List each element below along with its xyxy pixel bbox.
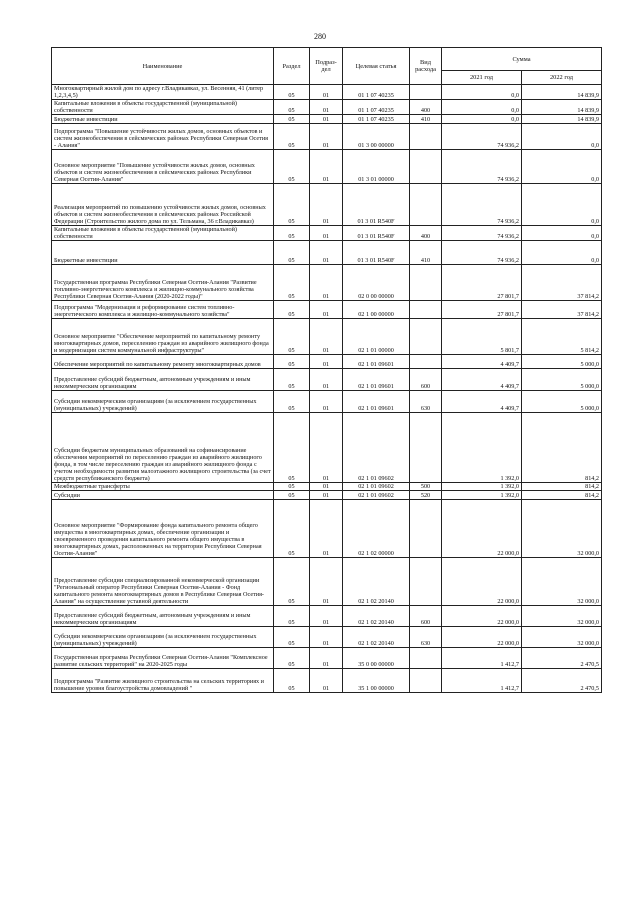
cell-2022: 32 000,0 <box>522 606 602 627</box>
cell-expense-type <box>410 355 442 369</box>
header-subsection: Подраз- дел <box>310 48 343 85</box>
cell-subsection: 01 <box>310 124 343 150</box>
cell-2021: 22 000,0 <box>442 627 522 648</box>
cell-expense-type: 630 <box>410 627 442 648</box>
cell-subsection: 01 <box>310 669 343 693</box>
cell-section: 05 <box>274 391 310 413</box>
cell-section: 05 <box>274 241 310 265</box>
cell-expense-type <box>410 558 442 606</box>
cell-section: 05 <box>274 491 310 500</box>
table-row <box>52 606 602 627</box>
cell-section: 05 <box>274 100 310 115</box>
cell-2021: 4 409,7 <box>442 391 522 413</box>
cell-name: Субсидии некоммерческим организациям (за исключением государственных (муниципальных) учреждений) <box>52 627 274 648</box>
cell-2022: 14 839,9 <box>522 100 602 115</box>
cell-name: Межбюджетные трансферты <box>52 483 274 491</box>
cell-expense-type <box>410 301 442 319</box>
cell-expense-type <box>410 648 442 669</box>
cell-section: 05 <box>274 413 310 483</box>
cell-subsection: 01 <box>310 606 343 627</box>
cell-target: 35 1 00 00000 <box>343 669 410 693</box>
table-row <box>52 85 602 100</box>
cell-section: 05 <box>274 150 310 184</box>
cell-target: 01 3 01 R540F <box>343 184 410 226</box>
cell-subsection: 01 <box>310 226 343 241</box>
header-year-2022: 2022 год <box>522 71 602 85</box>
cell-2022: 5 000,0 <box>522 355 602 369</box>
cell-2021: 1 392,0 <box>442 413 522 483</box>
cell-2022: 37 814,2 <box>522 301 602 319</box>
cell-expense-type: 400 <box>410 226 442 241</box>
cell-2022: 14 839,9 <box>522 85 602 100</box>
cell-2021: 22 000,0 <box>442 606 522 627</box>
header-section: Раздел <box>274 48 310 85</box>
header-name: Наименование <box>52 48 274 85</box>
cell-2021: 0,0 <box>442 100 522 115</box>
header-year-2021: 2021 год <box>442 71 522 85</box>
table-row <box>52 558 602 606</box>
cell-name: Многоквартирный жилой дом по адресу г.Владикавказ, ул. Весенняя, 41 (литер 1,2,3,4,5) <box>52 85 274 100</box>
cell-target: 35 0 00 00000 <box>343 648 410 669</box>
cell-section: 05 <box>274 500 310 558</box>
table-row <box>52 500 602 558</box>
table-row <box>52 483 602 491</box>
page-number: 280 <box>314 32 326 41</box>
table-row <box>52 150 602 184</box>
cell-section: 05 <box>274 483 310 491</box>
cell-name: Реализация мероприятий по повышению устойчивости жилых домов, основных объектов и систем жизнеобеспечения в сейсмических районах Российской Федерации (Строительство жилого дома по ул. Тельмана, 36 г.Владикавказ) <box>52 184 274 226</box>
cell-subsection: 01 <box>310 319 343 355</box>
table-row <box>52 100 602 115</box>
cell-name: Субсидии бюджетам муниципальных образований на софинансирование обеспечения мероприятий по переселению граждан из аварийного жилищного фонда, в том числе переселению граждан из аварийного жилищного фонда с учетом необходимости развития малоэтажного жилищного строительства (за счет средств республиканского бюджета) <box>52 413 274 483</box>
cell-section: 05 <box>274 226 310 241</box>
table-row <box>52 124 602 150</box>
cell-expense-type: 500 <box>410 483 442 491</box>
cell-section: 05 <box>274 85 310 100</box>
cell-expense-type: 630 <box>410 391 442 413</box>
cell-subsection: 01 <box>310 85 343 100</box>
cell-target: 02 1 01 09601 <box>343 391 410 413</box>
cell-2021: 74 936,2 <box>442 150 522 184</box>
cell-expense-type <box>410 184 442 226</box>
cell-name: Подпрограмма "Развитие жилищного строительства на сельских территориях и повышение уровня благоустройства домовладений " <box>52 669 274 693</box>
cell-2021: 1 412,7 <box>442 669 522 693</box>
cell-2021: 4 409,7 <box>442 369 522 391</box>
cell-target: 02 1 01 09602 <box>343 413 410 483</box>
header-sum: Сумма <box>442 48 602 71</box>
cell-expense-type: 410 <box>410 241 442 265</box>
table-row <box>52 491 602 500</box>
cell-subsection: 01 <box>310 627 343 648</box>
cell-2022: 5 000,0 <box>522 369 602 391</box>
table-row <box>52 648 602 669</box>
cell-2022: 0,0 <box>522 226 602 241</box>
cell-2021: 4 409,7 <box>442 355 522 369</box>
cell-target: 01 1 07 40235 <box>343 115 410 124</box>
cell-target: 02 1 01 00000 <box>343 319 410 355</box>
cell-expense-type <box>410 669 442 693</box>
cell-subsection: 01 <box>310 355 343 369</box>
cell-2022: 14 839,9 <box>522 115 602 124</box>
cell-target: 02 0 00 00000 <box>343 265 410 301</box>
cell-subsection: 01 <box>310 648 343 669</box>
cell-name: Основное мероприятие "Формирование фонда капитального ремонта общего имущества в многоквартирных домах, обеспечение организации и своевременного проведения капитального ремонта общего имущества в многоквартирных домах, расположенных на территории Республики Северная Осетия-Алания" <box>52 500 274 558</box>
table-row <box>52 184 602 226</box>
cell-subsection: 01 <box>310 115 343 124</box>
cell-target: 02 1 02 20140 <box>343 606 410 627</box>
cell-subsection: 01 <box>310 150 343 184</box>
table-row <box>52 669 602 693</box>
cell-name: Капитальные вложения в объекты государственной (муниципальной) собственности <box>52 226 274 241</box>
cell-2022: 0,0 <box>522 150 602 184</box>
cell-expense-type: 410 <box>410 115 442 124</box>
cell-target: 01 3 01 00000 <box>343 150 410 184</box>
cell-target: 02 1 00 00000 <box>343 301 410 319</box>
cell-section: 05 <box>274 606 310 627</box>
cell-2022: 814,2 <box>522 483 602 491</box>
cell-expense-type <box>410 150 442 184</box>
cell-name: Предоставление субсидии специализированной некоммерческой организации "Региональный оператор Республики Северная Осетия-Алания - Фонд капитального ремонта многоквартирных домов в Республике Северная Осетия-Алания" на осуществление уставной деятельности <box>52 558 274 606</box>
cell-2022: 5 814,2 <box>522 319 602 355</box>
cell-2022: 814,2 <box>522 413 602 483</box>
cell-expense-type <box>410 265 442 301</box>
table-row <box>52 115 602 124</box>
cell-name: Субсидии <box>52 491 274 500</box>
cell-section: 05 <box>274 124 310 150</box>
cell-2022: 814,2 <box>522 491 602 500</box>
cell-2021: 74 936,2 <box>442 184 522 226</box>
cell-2022: 37 814,2 <box>522 265 602 301</box>
cell-2021: 74 936,2 <box>442 241 522 265</box>
cell-name: Подпрограмма "Повышение устойчивости жилых домов, основных объектов и систем жизнеобеспечения в сейсмических районах Республики Северная Осетия - Алания" <box>52 124 274 150</box>
cell-subsection: 01 <box>310 483 343 491</box>
cell-subsection: 01 <box>310 265 343 301</box>
table-row <box>52 241 602 265</box>
cell-expense-type <box>410 413 442 483</box>
cell-section: 05 <box>274 319 310 355</box>
cell-expense-type: 600 <box>410 606 442 627</box>
cell-name: Бюджетные инвестиции <box>52 241 274 265</box>
table-row <box>52 369 602 391</box>
cell-subsection: 01 <box>310 241 343 265</box>
cell-2022: 0,0 <box>522 124 602 150</box>
cell-2022: 32 000,0 <box>522 500 602 558</box>
cell-name: Обеспечение мероприятий по капитальному ремонту многоквартирных домов <box>52 355 274 369</box>
cell-2022: 5 000,0 <box>522 391 602 413</box>
table-row <box>52 627 602 648</box>
cell-name: Субсидии некоммерческим организациям (за исключением государственных (муниципальных) учреждений) <box>52 391 274 413</box>
cell-target: 01 3 01 R540F <box>343 226 410 241</box>
cell-2021: 27 801,7 <box>442 301 522 319</box>
cell-subsection: 01 <box>310 100 343 115</box>
cell-name: Капитальные вложения в объекты государственной (муниципальной) собственности <box>52 100 274 115</box>
table-row <box>52 301 602 319</box>
cell-section: 05 <box>274 184 310 226</box>
cell-name: Основное мероприятие "Повышение устойчивости жилых домов, основных объектов и систем жизнеобеспечения в сейсмических районах Республики Северная Осетия-Алания" <box>52 150 274 184</box>
cell-section: 05 <box>274 369 310 391</box>
cell-section: 05 <box>274 355 310 369</box>
cell-section: 05 <box>274 627 310 648</box>
cell-2021: 22 000,0 <box>442 558 522 606</box>
cell-expense-type <box>410 319 442 355</box>
cell-2022: 32 000,0 <box>522 558 602 606</box>
cell-2022: 0,0 <box>522 184 602 226</box>
cell-subsection: 01 <box>310 184 343 226</box>
cell-name: Предоставление субсидий бюджетным, автономным учреждениям и иным некоммерческим организациям <box>52 606 274 627</box>
cell-name: Подпрограмма "Модернизация и реформирование систем топливно-энергетического комплекса и жилищно-коммунального хозяйства" <box>52 301 274 319</box>
cell-target: 02 1 02 00000 <box>343 500 410 558</box>
cell-subsection: 01 <box>310 301 343 319</box>
cell-2021: 22 000,0 <box>442 500 522 558</box>
cell-2021: 5 801,7 <box>442 319 522 355</box>
cell-subsection: 01 <box>310 391 343 413</box>
table-row <box>52 355 602 369</box>
cell-target: 02 1 02 20140 <box>343 627 410 648</box>
cell-subsection: 01 <box>310 491 343 500</box>
cell-target: 02 1 01 09602 <box>343 483 410 491</box>
cell-section: 05 <box>274 669 310 693</box>
cell-expense-type <box>410 500 442 558</box>
cell-2021: 0,0 <box>442 85 522 100</box>
cell-target: 01 3 01 R540F <box>343 241 410 265</box>
cell-section: 05 <box>274 265 310 301</box>
cell-expense-type: 520 <box>410 491 442 500</box>
cell-name: Бюджетные инвестиции <box>52 115 274 124</box>
cell-subsection: 01 <box>310 558 343 606</box>
cell-2021: 1 412,7 <box>442 648 522 669</box>
cell-2022: 0,0 <box>522 241 602 265</box>
cell-target: 02 1 01 09601 <box>343 369 410 391</box>
table-body <box>52 85 602 693</box>
budget-table <box>51 47 602 693</box>
cell-section: 05 <box>274 558 310 606</box>
table-row <box>52 319 602 355</box>
cell-subsection: 01 <box>310 500 343 558</box>
cell-2021: 1 392,0 <box>442 483 522 491</box>
cell-2021: 0,0 <box>442 115 522 124</box>
cell-subsection: 01 <box>310 369 343 391</box>
cell-expense-type <box>410 124 442 150</box>
cell-2021: 74 936,2 <box>442 124 522 150</box>
cell-subsection: 01 <box>310 413 343 483</box>
cell-name: Государственная программа Республики Северная Осетия-Алания "Развитие топливно-энергетического комплекса и жилищно-коммунального хозяйства Республики Северная Осетия-Алания (2020-2022 годы)" <box>52 265 274 301</box>
cell-expense-type: 400 <box>410 100 442 115</box>
cell-target: 02 1 02 20140 <box>343 558 410 606</box>
cell-name: Основное мероприятие "Обеспечение мероприятий по капитальному ремонту многоквартирных домов, переселению граждан из аварийного жилищного фонда и модернизации систем коммунальной инфраструктуры" <box>52 319 274 355</box>
cell-section: 05 <box>274 301 310 319</box>
header-target: Целевая статья <box>343 48 410 85</box>
cell-2021: 74 936,2 <box>442 226 522 241</box>
cell-name: Государственная программа Республики Северная Осетия-Алания "Комплексное развитие сельских территорий" на 2020-2025 годы <box>52 648 274 669</box>
cell-2022: 2 470,5 <box>522 669 602 693</box>
cell-2021: 27 801,7 <box>442 265 522 301</box>
cell-section: 05 <box>274 648 310 669</box>
cell-2022: 2 470,5 <box>522 648 602 669</box>
cell-name: Предоставление субсидий бюджетным, автономным учреждениям и иным некоммерческим организациям <box>52 369 274 391</box>
table-row <box>52 391 602 413</box>
cell-target: 01 3 00 00000 <box>343 124 410 150</box>
header-expense-type: Вид расхода <box>410 48 442 85</box>
cell-expense-type <box>410 85 442 100</box>
cell-target: 01 1 07 40235 <box>343 85 410 100</box>
table-row <box>52 413 602 483</box>
cell-target: 02 1 01 09601 <box>343 355 410 369</box>
cell-2021: 1 392,0 <box>442 491 522 500</box>
cell-2022: 32 000,0 <box>522 627 602 648</box>
cell-section: 05 <box>274 115 310 124</box>
cell-expense-type: 600 <box>410 369 442 391</box>
table-row <box>52 226 602 241</box>
cell-target: 01 1 07 40235 <box>343 100 410 115</box>
cell-target: 02 1 01 09602 <box>343 491 410 500</box>
table-row <box>52 265 602 301</box>
